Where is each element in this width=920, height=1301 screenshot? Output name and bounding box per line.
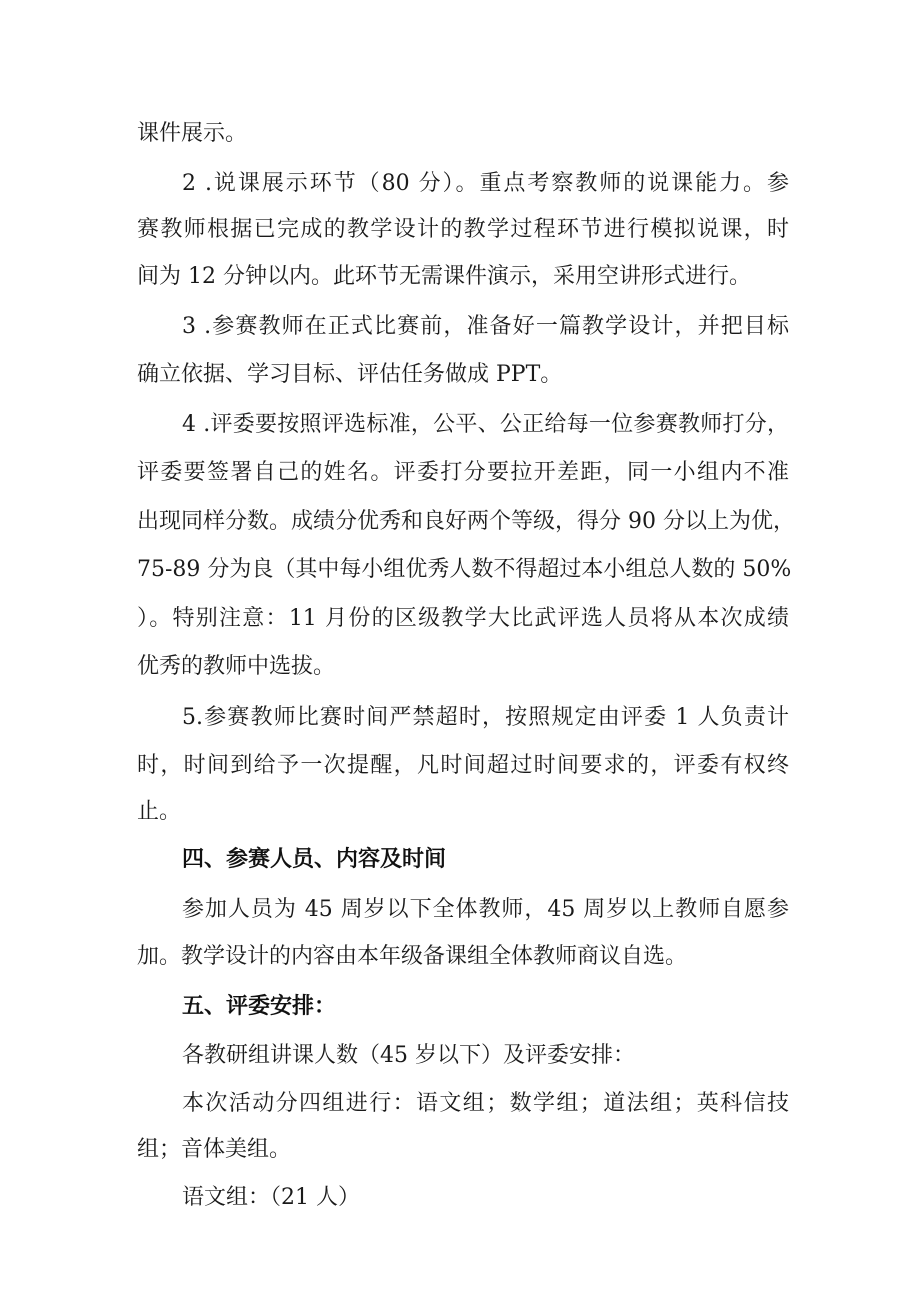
item-4-line: ）。特别注意：11 月份的区级教学大比武评选人员将从本次成绩 <box>137 606 789 631</box>
section-5-line: 语文组：（21 人） <box>182 1185 360 1210</box>
section-4-line: 参加人员为 45 周岁以下全体教师，45 周岁以上教师自愿参 <box>182 897 789 922</box>
item-4-line: 4 .评委要按照评选标准，公平、公正给每一位参赛教师打分， <box>182 412 789 437</box>
item-4-line: 评委要签署自己的姓名。评委打分要拉开差距，同一小组内不准 <box>137 460 789 485</box>
item-2-line: 赛教师根据已完成的教学设计的教学过程环节进行模拟说课，时 <box>137 217 789 242</box>
item-2-line: 2 .说课展示环节（80 分）。重点考察教师的说课能力。参 <box>182 171 789 196</box>
item-4-line: 优秀的教师中选拔。 <box>137 654 336 679</box>
item-5-line: 止。 <box>137 799 182 824</box>
section-5-line: 各教研组讲课人数（45 岁以下）及评委安排： <box>182 1043 635 1068</box>
item-3-line: 确立依据、学习目标、评估任务做成 PPT。 <box>137 362 563 387</box>
item-4-line: 出现同样分数。成绩分优秀和良好两个等级，得分 90 分以上为优， <box>137 509 795 534</box>
item-4-line: 75-89 分为良（其中每小组优秀人数不得超过本小组总人数的 50% <box>137 557 792 582</box>
item-5-line: 时，时间到给予一次提醒，凡时间超过时间要求的，评委有权终 <box>137 753 789 778</box>
item-5-line: 5.参赛教师比赛时间严禁超时，按照规定由评委 1 人负责计 <box>182 705 789 730</box>
section-5-line: 本次活动分四组进行：语文组；数学组；道法组；英科信技 <box>182 1091 789 1116</box>
section-5-line: 组；音体美组。 <box>137 1137 292 1162</box>
item-2-line: 间为 12 分钟以内。此环节无需课件演示，采用空讲形式进行。 <box>137 264 751 289</box>
section-4-line: 加。教学设计的内容由本年级备课组全体教师商议自选。 <box>137 944 688 969</box>
section-heading-5: 五、评委安排： <box>182 994 337 1019</box>
section-heading-4: 四、参赛人员、内容及时间 <box>182 847 447 872</box>
paragraph-line: 课件展示。 <box>137 121 248 146</box>
item-3-line: 3 .参赛教师在正式比赛前，准备好一篇教学设计，并把目标 <box>182 314 789 339</box>
